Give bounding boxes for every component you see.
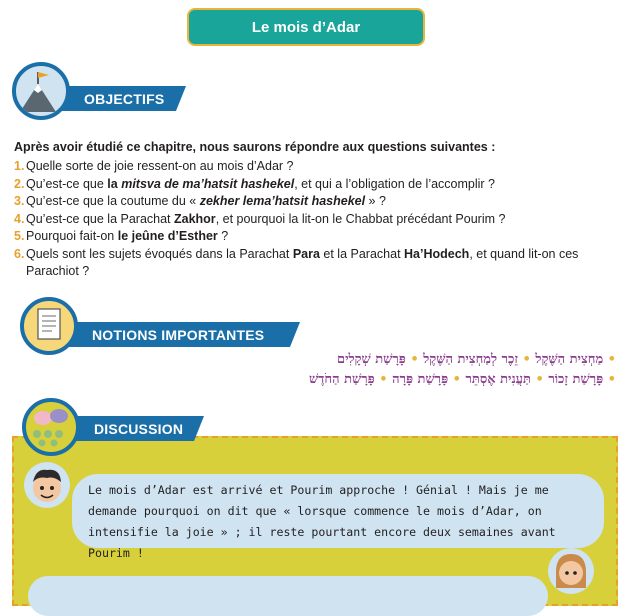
bullet-icon: • xyxy=(448,372,466,387)
question-number: 5. xyxy=(14,229,25,243)
question-number: 3. xyxy=(14,194,25,208)
bullet-icon: • xyxy=(530,372,549,387)
notion-term: פָּרָשַׁת פָּרָה xyxy=(392,372,449,387)
question-item xyxy=(14,246,614,281)
question-item xyxy=(14,176,614,194)
section-objectifs-banner: OBJECTIFS xyxy=(72,86,176,111)
bullet-icon: • xyxy=(405,352,424,367)
question-text: zekher lema’hatsit hashekel xyxy=(199,194,366,208)
notion-term: מַחְצִית הַשֶּׁקֶל xyxy=(535,352,604,367)
notion-term: פָּרָשַׁת שְׁקָלִים xyxy=(336,352,406,367)
question-text: Quelle sorte de joie ressent-on au mois d’Adar ? xyxy=(26,159,294,173)
question-text: , et pourquoi la lit-on le Chabbat précédant Pourim ? xyxy=(215,211,506,226)
question-text: » ? xyxy=(365,194,386,208)
bullet-icon: • xyxy=(374,372,393,387)
question-text: Qu’est-ce que la Parachat xyxy=(26,211,174,226)
bullet-icon: • xyxy=(517,352,536,367)
question-text: Pourquoi fait-on xyxy=(26,229,118,243)
question-text: mitsva de ma’hatsit hashekel xyxy=(121,176,295,191)
intro-text: Après avoir étudié ce chapitre, nous saurons répondre aux questions suivantes : xyxy=(14,140,496,154)
question-text: Zakhor xyxy=(174,211,216,226)
notion-term: תַּעֲנִית אֶסְתֵּר xyxy=(465,372,531,387)
mountain-flag-icon xyxy=(12,62,70,120)
document-icon xyxy=(20,297,78,355)
question-text: Ha’Hodech xyxy=(404,246,470,261)
boy-avatar xyxy=(24,462,70,508)
notion-term: זֵכֶר לְמַחְצִית הַשֶּׁקֶל xyxy=(423,352,518,367)
question-text: ? xyxy=(217,229,229,243)
girl-avatar xyxy=(548,548,594,594)
question-item xyxy=(14,193,614,211)
section-discussion-banner: DISCUSSION xyxy=(82,416,194,441)
notions-line-2 xyxy=(16,371,616,387)
question-text: le jeûne d’Esther xyxy=(117,229,218,243)
bullet-icon: • xyxy=(603,352,616,367)
question-number: 6. xyxy=(14,246,25,261)
question-text: et la Parachat xyxy=(319,246,405,261)
notion-term: פָּרָשַׁת זָכוֹר xyxy=(548,372,604,387)
notion-term: פָּרָשַׁת הַחֹדֶשׁ xyxy=(308,372,375,387)
question-item xyxy=(14,211,614,229)
question-text: Qu’est-ce que la coutume du « xyxy=(26,194,200,208)
discussion-bubbles-icon xyxy=(22,398,80,456)
discussion-bubble-2 xyxy=(28,576,548,616)
question-text: , et quand lit-on ces Parachiot ? xyxy=(26,246,579,278)
question-item xyxy=(14,158,614,176)
section-notions-banner: NOTIONS IMPORTANTES xyxy=(80,322,290,347)
question-text: la xyxy=(107,176,122,191)
question-number: 1. xyxy=(14,159,25,173)
question-text: , et qui a l’obligation de l’accomplir ? xyxy=(294,176,496,191)
question-text: Quels sont les sujets évoqués dans la Parachat xyxy=(26,246,293,261)
chapter-title: Le mois d’Adar xyxy=(187,8,425,46)
bullet-icon: • xyxy=(603,372,616,387)
notions-line-1 xyxy=(16,351,616,367)
question-text: Qu’est-ce que xyxy=(26,176,108,191)
questions-list xyxy=(14,158,614,281)
question-text: Para xyxy=(292,246,320,261)
question-number: 2. xyxy=(14,176,25,191)
question-number: 4. xyxy=(14,211,25,226)
question-item xyxy=(14,228,614,246)
discussion-bubble: Le mois d’Adar est arrivé et Pourim approche ! Génial ! Mais je me demande pourquoi on dit que « lorsque commence le mois d’Adar, on intensifie la joie » ; il reste pourtant encore deux semaines avant Pourim ! xyxy=(72,474,604,548)
